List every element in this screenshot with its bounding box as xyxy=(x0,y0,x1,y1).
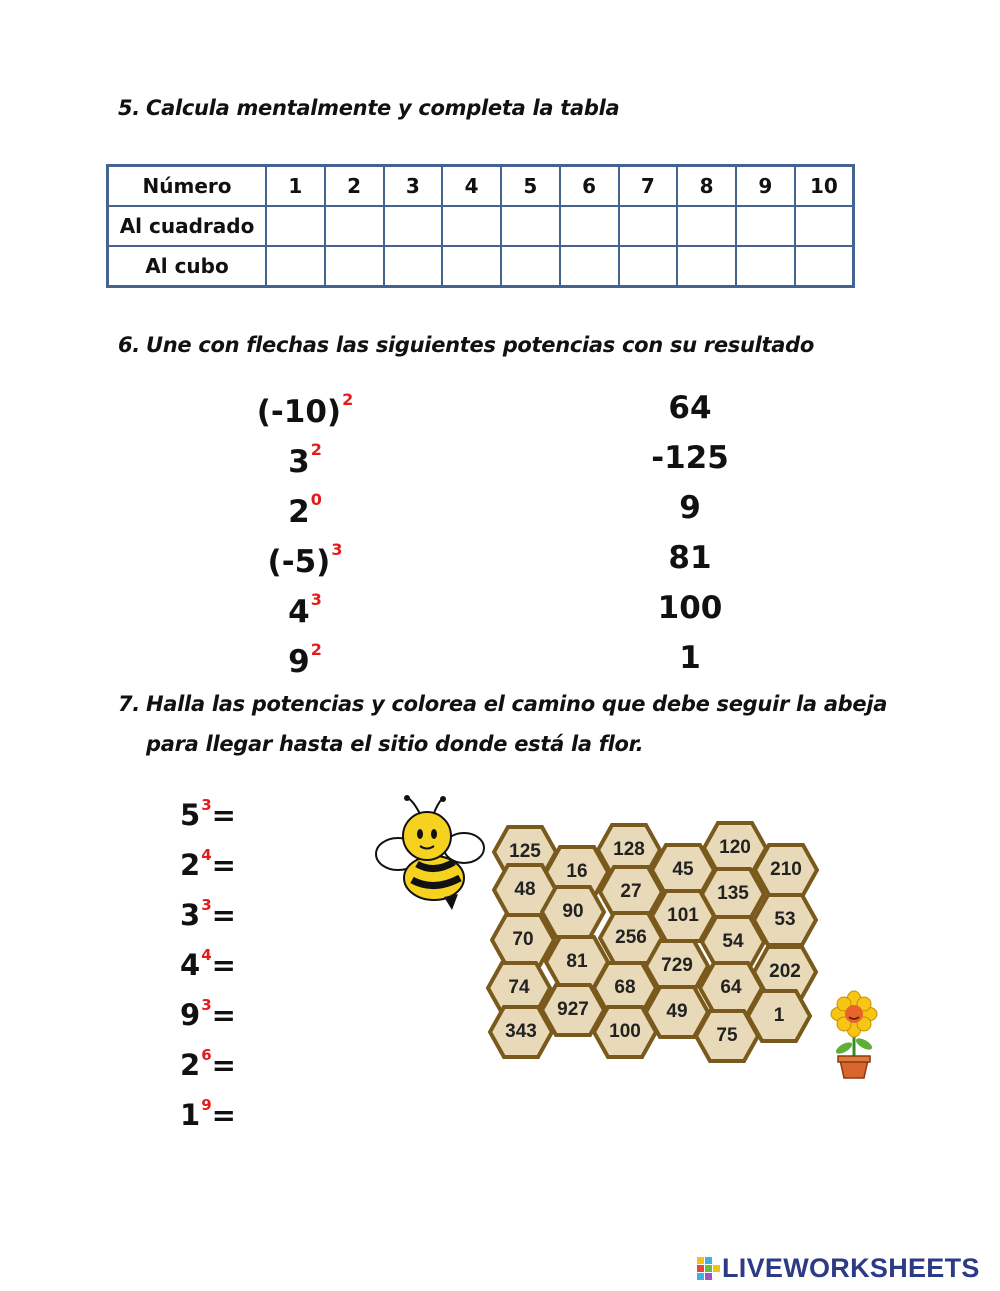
exercise-number: 6. xyxy=(118,333,140,357)
power-base: 2 xyxy=(180,1048,201,1082)
hex-cell[interactable]: 75 xyxy=(694,1009,760,1063)
power-item[interactable] xyxy=(240,440,370,480)
bee-illustration xyxy=(372,794,492,914)
hex-cell[interactable]: 125 xyxy=(492,825,558,879)
hex-cell[interactable]: 120 xyxy=(702,821,768,875)
answer-cell[interactable] xyxy=(795,206,854,246)
table-row-squared xyxy=(108,206,854,246)
answer-cell[interactable] xyxy=(795,246,854,287)
equals-sign: = xyxy=(211,848,236,882)
hex-cell[interactable]: 64 xyxy=(698,961,764,1015)
equals-sign: = xyxy=(211,798,236,832)
power-exponent: 2 xyxy=(342,390,354,409)
answer-cell[interactable] xyxy=(677,246,736,287)
power-base: 9 xyxy=(288,644,310,680)
power-exponent: 9 xyxy=(201,1096,212,1114)
hex-cell[interactable]: 128 xyxy=(596,823,662,877)
exercise-5-heading xyxy=(118,96,619,120)
power-base: 4 xyxy=(288,594,310,630)
liveworksheets-logo xyxy=(696,1253,980,1284)
hex-cell[interactable]: 27 xyxy=(598,865,664,919)
result-item[interactable]: -125 xyxy=(651,440,729,476)
answer-cell[interactable] xyxy=(325,246,384,287)
answer-cell[interactable] xyxy=(736,246,795,287)
hex-cell[interactable]: 90 xyxy=(540,885,606,939)
hex-cell[interactable]: 81 xyxy=(544,935,610,989)
power-exponent: 3 xyxy=(201,896,212,914)
hex-cell[interactable]: 48 xyxy=(492,863,558,917)
row-header-squared: Al cuadrado xyxy=(108,206,267,246)
equals-sign: = xyxy=(211,1048,236,1082)
hex-cell[interactable]: 45 xyxy=(650,843,716,897)
hex-cell[interactable]: 343 xyxy=(488,1005,554,1059)
power-exponent: 3 xyxy=(310,590,322,609)
power-item[interactable] xyxy=(240,490,370,530)
hex-cell[interactable]: 729 xyxy=(644,939,710,993)
power-item[interactable] xyxy=(240,390,370,430)
result-item[interactable]: 9 xyxy=(679,490,701,526)
header-cell: 7 xyxy=(619,166,678,207)
exercise-7-heading-line2: para llegar hasta el sitio donde está la flor. xyxy=(146,732,644,756)
answer-cell[interactable] xyxy=(442,206,501,246)
table-row-number xyxy=(108,166,854,207)
exercise-title: Une con flechas las siguientes potencias con su resultado xyxy=(146,333,815,357)
hex-cell[interactable]: 74 xyxy=(486,961,552,1015)
power-base: 2 xyxy=(180,848,201,882)
answer-cell[interactable] xyxy=(384,206,443,246)
equals-sign: = xyxy=(211,948,236,982)
result-item[interactable]: 81 xyxy=(668,540,712,576)
power-equation xyxy=(180,896,236,932)
logo-text: LIVEWORKSHEETS xyxy=(722,1253,980,1283)
answer-cell[interactable] xyxy=(619,246,678,287)
hex-cell[interactable]: 70 xyxy=(490,913,556,967)
hex-cell[interactable]: 54 xyxy=(700,915,766,969)
hex-cell[interactable]: 202 xyxy=(752,945,818,999)
exercise-number: 5. xyxy=(118,96,140,120)
power-base: 9 xyxy=(180,998,201,1032)
exercise-title: Halla las potencias y colorea el camino que debe seguir la abeja xyxy=(146,692,888,716)
power-exponent: 3 xyxy=(201,996,212,1014)
power-base: 3 xyxy=(288,444,310,480)
power-exponent: 6 xyxy=(201,1046,212,1064)
power-exponent: 3 xyxy=(331,540,343,559)
power-equation xyxy=(180,946,236,982)
hex-cell[interactable]: 1 xyxy=(746,989,812,1043)
power-exponent: 3 xyxy=(201,796,212,814)
answer-cell[interactable] xyxy=(736,206,795,246)
row-header-cubed: Al cubo xyxy=(108,246,267,287)
power-equation xyxy=(180,1096,236,1132)
answer-cell[interactable] xyxy=(560,246,619,287)
power-item[interactable] xyxy=(240,640,370,680)
hex-cell[interactable]: 927 xyxy=(540,983,606,1037)
hex-cell[interactable]: 16 xyxy=(544,845,610,899)
power-base: 2 xyxy=(288,494,310,530)
answer-cell[interactable] xyxy=(266,246,325,287)
power-exponent: 4 xyxy=(201,946,212,964)
answer-cell[interactable] xyxy=(501,206,560,246)
table-row-cubed xyxy=(108,246,854,287)
power-base: 3 xyxy=(180,898,201,932)
answer-cell[interactable] xyxy=(384,246,443,287)
exercise-title: Calcula mentalmente y completa la tabla xyxy=(146,96,620,120)
answer-cell[interactable] xyxy=(266,206,325,246)
power-equation xyxy=(180,1046,236,1082)
exercise-number: 7. xyxy=(118,692,140,716)
power-item[interactable] xyxy=(240,590,370,630)
squares-table xyxy=(106,164,855,288)
header-cell: 6 xyxy=(560,166,619,207)
header-cell: 9 xyxy=(736,166,795,207)
hex-cell[interactable]: 135 xyxy=(700,867,766,921)
power-base: 1 xyxy=(180,1098,201,1132)
power-base: 4 xyxy=(180,948,201,982)
header-cell: 3 xyxy=(384,166,443,207)
power-equation xyxy=(180,846,236,882)
flower-illustration xyxy=(826,990,882,1082)
power-equation xyxy=(180,796,236,832)
result-item[interactable]: 64 xyxy=(668,390,712,426)
power-base: (-10) xyxy=(256,394,342,430)
equals-sign: = xyxy=(211,1098,236,1132)
power-item[interactable] xyxy=(240,540,370,580)
answer-cell[interactable] xyxy=(325,206,384,246)
hex-cell[interactable]: 256 xyxy=(598,911,664,965)
answer-cell[interactable] xyxy=(560,206,619,246)
answer-cell[interactable] xyxy=(442,246,501,287)
power-exponent: 0 xyxy=(310,490,322,509)
logo-icon xyxy=(696,1256,722,1282)
header-cell: 4 xyxy=(442,166,501,207)
row-header-number: Número xyxy=(108,166,267,207)
answer-cell[interactable] xyxy=(619,206,678,246)
power-base: (-5) xyxy=(267,544,331,580)
result-item[interactable]: 100 xyxy=(657,590,723,626)
power-exponent: 2 xyxy=(310,640,322,659)
header-cell: 8 xyxy=(677,166,736,207)
answer-cell[interactable] xyxy=(501,246,560,287)
answer-cell[interactable] xyxy=(677,206,736,246)
hex-cell[interactable]: 68 xyxy=(592,961,658,1015)
header-cell: 10 xyxy=(795,166,854,207)
result-item[interactable]: 1 xyxy=(679,640,701,676)
hex-cell[interactable]: 49 xyxy=(644,985,710,1039)
header-cell: 2 xyxy=(325,166,384,207)
exercise-6-heading xyxy=(118,333,814,357)
equals-sign: = xyxy=(211,898,236,932)
hex-cell[interactable]: 101 xyxy=(650,889,716,943)
hex-cell[interactable]: 210 xyxy=(753,843,819,897)
hex-cell[interactable]: 100 xyxy=(592,1005,658,1059)
hex-cell[interactable]: 53 xyxy=(752,893,818,947)
power-equation xyxy=(180,996,236,1032)
power-exponent: 2 xyxy=(310,440,322,459)
equals-sign: = xyxy=(211,998,236,1032)
exercise-7-heading xyxy=(118,692,887,716)
header-cell: 1 xyxy=(266,166,325,207)
header-cell: 5 xyxy=(501,166,560,207)
power-base: 5 xyxy=(180,798,201,832)
power-exponent: 4 xyxy=(201,846,212,864)
